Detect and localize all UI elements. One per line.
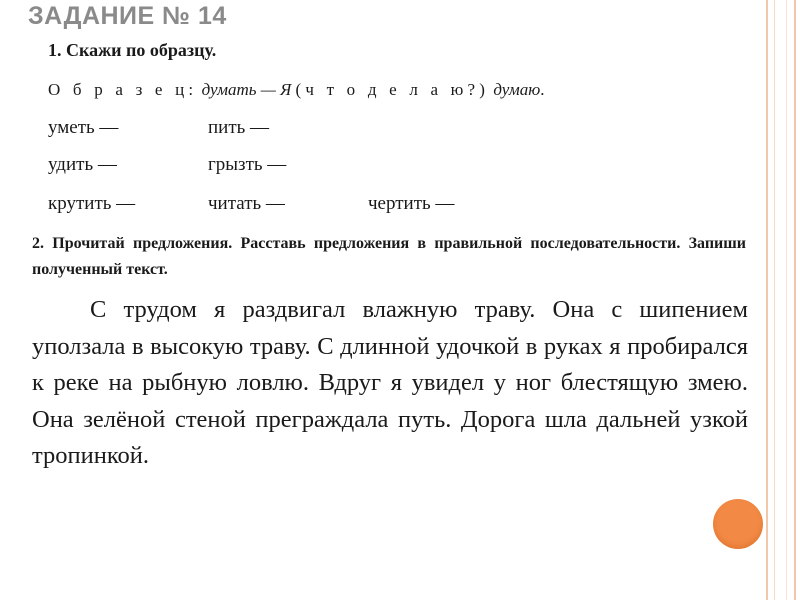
verb-item: удить — (48, 154, 117, 175)
verb-item: пить — (208, 117, 270, 138)
task1-heading: 1. Скажи по образцу. (48, 40, 217, 60)
verb-item: читать — (208, 193, 285, 214)
verb-item: чертить — (368, 193, 455, 214)
sample-answer: думаю (493, 80, 541, 99)
decorative-orange-circle (713, 499, 763, 549)
story-text: С трудом я раздвигал влажную траву. Она с шипением уползала в высокую траву. С длинной удочкой в руках я пробирался к реке на рыбную ловлю. Вдруг я увидел у ног блестящую змею. Она зелёной стеной преграждала путь. Дорога шла дальней узкой тропинкой. (32, 296, 748, 469)
decorative-frame-line (766, 0, 768, 600)
decorative-frame-line (786, 0, 787, 600)
sample-question: (ч т о д е л а ю?) (295, 80, 490, 99)
sample-line (48, 80, 545, 100)
task2-heading: 2. Прочитай предложения. Расставь предложения в правильной последовательности. Запиши полученный текст. (32, 235, 746, 278)
verb-item: уметь — (48, 117, 119, 138)
verb-item: крутить — (48, 193, 136, 214)
sample-pronoun: — Я (260, 80, 292, 99)
sample-period: . (540, 80, 545, 99)
sample-verb: думать (201, 80, 257, 99)
verb-item: грызть — (208, 154, 287, 175)
decorative-frame-line (774, 0, 775, 600)
slide-title: ЗАДАНИЕ № 14 (28, 2, 227, 30)
sample-label: О б р а з е ц: (48, 80, 198, 99)
decorative-frame-line (794, 0, 796, 600)
